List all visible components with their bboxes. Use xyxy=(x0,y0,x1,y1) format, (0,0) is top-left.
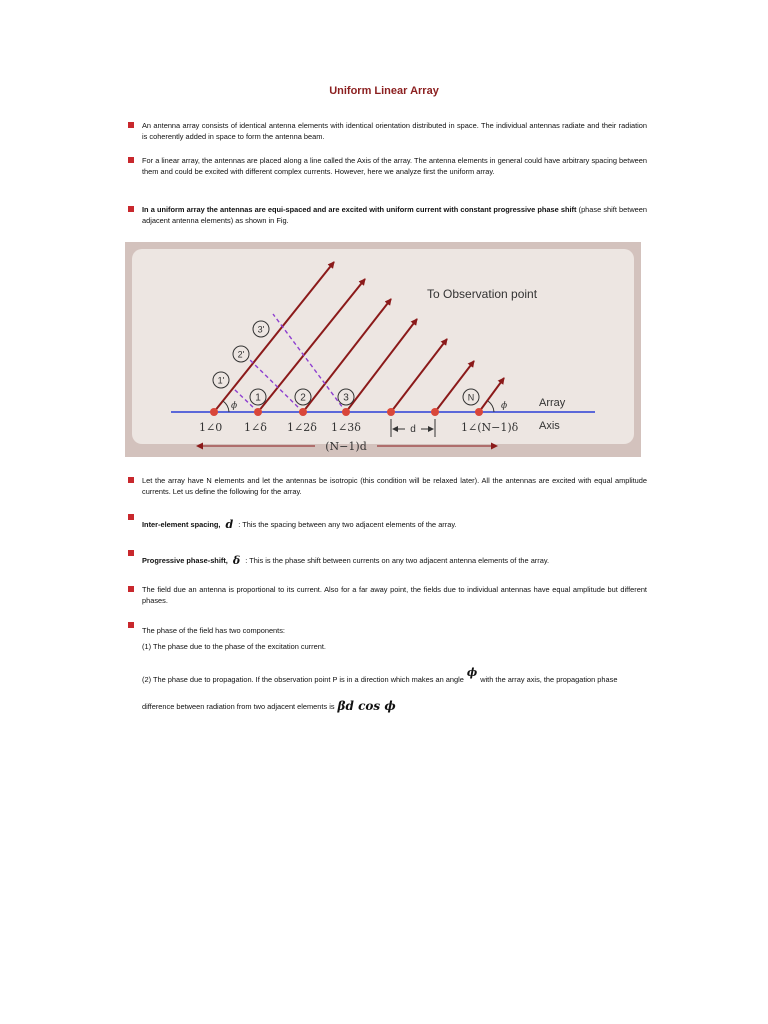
item-bold-text: In a uniform array the antennas are equi-spaced and are excited with uniform current with constant progressive phase shift xyxy=(142,205,577,214)
phi-label: ϕ xyxy=(501,401,508,411)
uniform-linear-array-figure xyxy=(125,242,641,457)
axis-label: Axis xyxy=(539,420,560,432)
spacing-d-symbol: d xyxy=(225,518,234,531)
observation-point-label: To Observation point xyxy=(427,287,538,301)
item-text xyxy=(142,204,647,226)
figure-background xyxy=(132,249,634,444)
element-label: 3 xyxy=(343,392,349,404)
element-label: N xyxy=(467,392,475,403)
item-text xyxy=(142,555,647,566)
length-label: (N−1)d xyxy=(325,440,367,453)
bullet-icon xyxy=(128,550,134,556)
bullet-icon xyxy=(128,586,134,592)
item-bold-text: Inter-element spacing, xyxy=(142,520,223,529)
element-label: 2 xyxy=(300,392,306,404)
item-subtext xyxy=(142,660,647,720)
element-label: 1 xyxy=(255,392,261,404)
bullet-icon xyxy=(128,157,134,163)
bullet-icon xyxy=(128,477,134,483)
antenna-element xyxy=(299,408,307,416)
item-text: An antenna array consists of identical antenna elements with identical orientation distributed in space. The individual antennas radiate and their radiation is coherently added in space to form the antenna beam. xyxy=(142,121,647,141)
page-title: Uniform Linear Array xyxy=(329,85,439,97)
current-label: 1∠(N−1)δ xyxy=(461,421,519,434)
bullet-icon xyxy=(128,514,134,520)
delta-symbol: δ xyxy=(232,554,241,567)
antenna-element xyxy=(342,408,350,416)
path-label: 3' xyxy=(257,324,265,335)
item-text: For a linear array, the antennas are placed along a line called the Axis of the array. The antenna elements in general could have arbitrary spacing between them and could be excited with different complex currents. However, here we analyze first the uniform array. xyxy=(142,156,647,176)
current-label: 1∠0 xyxy=(199,421,223,434)
current-label: 1∠2δ xyxy=(287,421,317,434)
array-label: Array xyxy=(539,397,566,409)
path-label: 1' xyxy=(217,375,225,386)
item-bold-text: Progressive phase-shift, xyxy=(142,556,230,565)
spacing-label: d xyxy=(410,424,416,435)
bullet-icon xyxy=(128,206,134,212)
path-label: 2' xyxy=(237,349,245,360)
bullet-icon xyxy=(128,122,134,128)
item-text xyxy=(142,519,647,530)
phi-symbol: ϕ xyxy=(466,666,478,679)
antenna-element xyxy=(475,408,483,416)
current-label: 1∠δ xyxy=(244,421,267,434)
antenna-element xyxy=(387,408,395,416)
item-rest-text: : This is the phase shift between currents on any two adjacent antenna elements of the array. xyxy=(243,556,550,565)
item-rest-text: (phase shift between adjacent antenna elements) as shown in Fig. xyxy=(142,205,647,225)
item-rest-text: : This the spacing between any two adjacent elements of the array. xyxy=(236,520,457,529)
item-text: Let the array have N elements and let the antennas be isotropic (this condition will be relaxed later). All the antennas are excited with equal amplitude currents. Let us define the following for the array. xyxy=(142,476,647,496)
phi-label: ϕ xyxy=(231,401,238,411)
antenna-element xyxy=(431,408,439,416)
subtext-part: with the array axis, the propagation phase difference between radiation from two adjacent elements is xyxy=(142,675,618,711)
bullet-icon xyxy=(128,622,134,628)
antenna-element xyxy=(210,408,218,416)
item-text: The phase of the field has two components: xyxy=(142,626,285,635)
item-text: The field due an antenna is proportional to its current. Also for a far away point, the fields due to individual antennas have equal amplitude but different phases. xyxy=(142,585,647,605)
phase-expression: βd cos ϕ xyxy=(337,699,396,713)
subtext-part: (2) The phase due to propagation. If the observation point P is in a direction which makes an angle xyxy=(142,675,464,684)
antenna-element xyxy=(254,408,262,416)
item-subtext: (1) The phase due to the phase of the excitation current. xyxy=(142,642,326,651)
current-label: 1∠3δ xyxy=(331,421,361,434)
